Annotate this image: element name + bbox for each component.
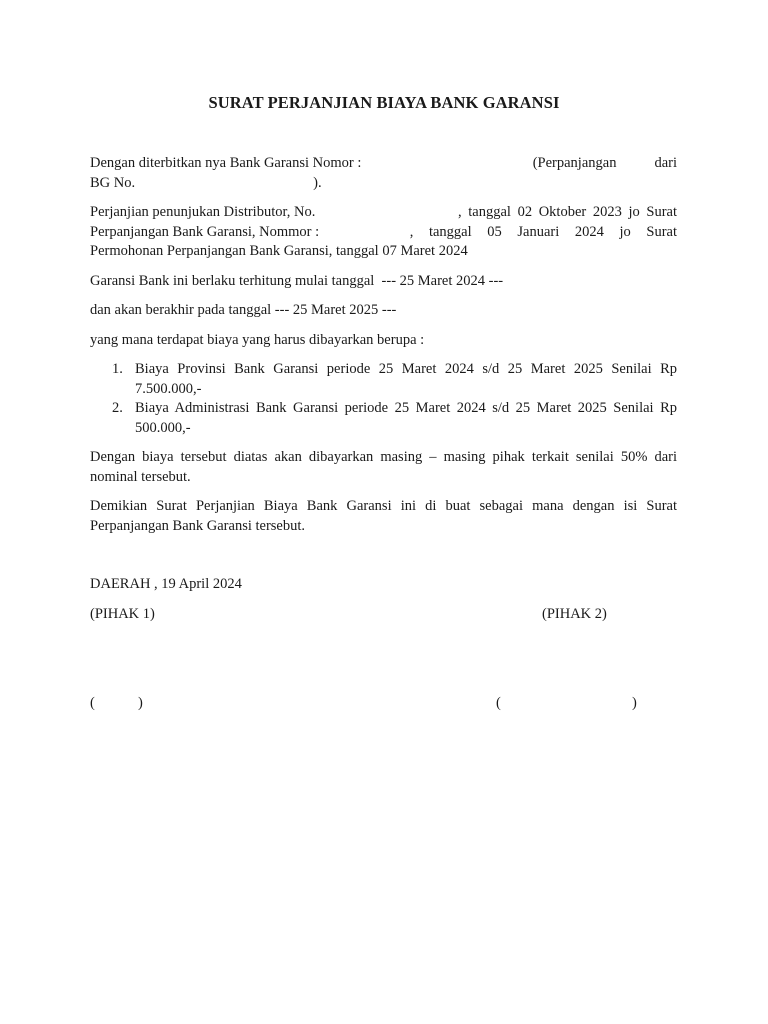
p2-text-e: Permohonan Perpanjangan Bank Garansi, tanggal 07 Maret 2024 [90,243,468,259]
signature-1-close-paren: ) [138,695,143,711]
list-item-text: Biaya Administrasi Bank Garansi periode 25 Maret 2024 s/d 25 Maret 2025 Senilai Rp 500.000,- [135,400,677,436]
list-item-number: 2. [112,400,123,416]
p2-text-a: Perjanjian penunjukan Distributor, No. [90,204,316,220]
paragraph-distributor-agreement [90,203,677,262]
document-body [90,154,677,546]
list-item-number: 1. [112,361,123,377]
paragraph-costs-intro: yang mana terdapat biaya yang harus dibayarkan berupa : [90,331,425,348]
signature-2-open-paren: ( [496,695,501,711]
costs-list [90,360,677,438]
p2-text-b: , tanggal 02 Oktober 2023 jo Surat [458,204,677,220]
p1-text-e: ). [313,174,322,191]
p1-text-b: (Perpanjangan [532,155,617,171]
list-item [90,399,677,438]
signature-2-close-paren: ) [632,695,637,711]
list-item-text: Biaya Provinsi Bank Garansi periode 25 Maret 2024 s/d 25 Maret 2025 Senilai Rp 7.500.000,- [135,361,677,397]
list-item [90,360,677,399]
signature-1-open-paren: ( [90,695,95,711]
p1-text-d: BG No. [90,174,136,191]
paragraph-bank-guarantee-number [90,154,677,193]
paragraph-valid-until: dan akan berakhir pada tanggal --- 25 Maret 2025 --- [90,302,397,318]
p2-text-d: , tanggal 05 Januari 2024 jo Surat [409,223,677,240]
party-1-label: (PIHAK 1) [90,606,155,622]
paragraph-closing: Demikian Surat Perjanjian Biaya Bank Garansi ini di buat sebagai mana dengan isi Surat Perpanjangan Bank Garansi tersebut. [90,498,677,534]
document-title: SURAT PERJANJIAN BIAYA BANK GARANSI [208,93,560,112]
paragraph-cost-split: Dengan biaya tersebut diatas akan dibayarkan masing – masing pihak terkait senilai 50% dari nominal tersebut. [90,449,677,485]
place-and-date: DAERAH , 19 April 2024 [90,576,242,592]
party-2-label: (PIHAK 2) [542,606,607,622]
paragraph-valid-from: Garansi Bank ini berlaku terhitung mulai tanggal --- 25 Maret 2024 --- [90,272,504,289]
p1-text-a: Dengan diterbitkan nya Bank Garansi Nomor : [90,155,362,171]
p2-text-c: Perpanjangan Bank Garansi, Nommor : [90,223,320,240]
p1-text-c: dari [654,155,677,171]
